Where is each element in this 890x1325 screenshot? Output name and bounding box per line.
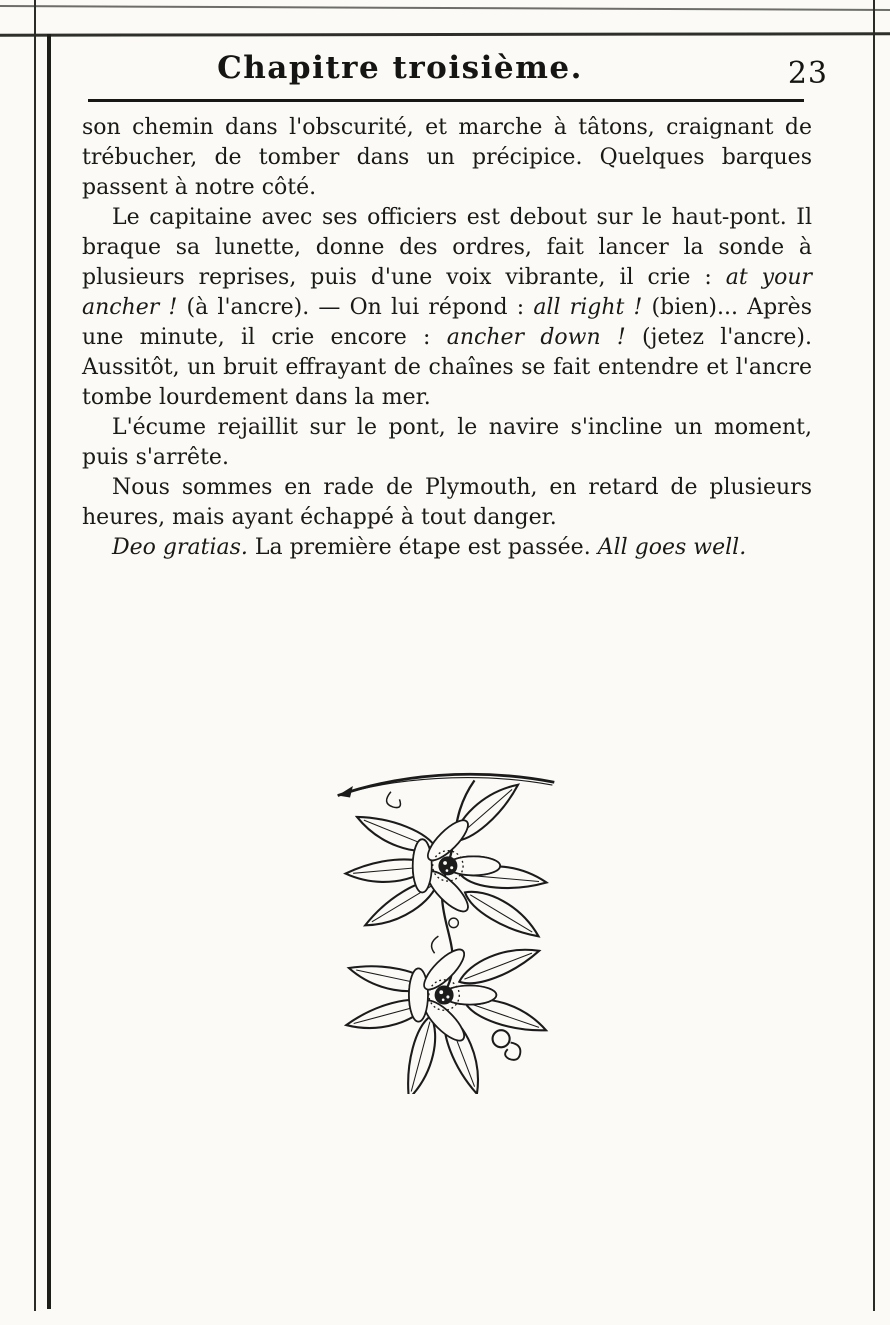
paragraph xyxy=(82,473,812,533)
page-number: 23 xyxy=(787,56,828,91)
paragraph xyxy=(82,203,812,413)
paragraph xyxy=(82,413,812,473)
text-segment-italic: ancher down ! xyxy=(446,325,626,350)
text-segment: (bien)... Après une minute, il crie encore : xyxy=(82,295,812,350)
paragraph xyxy=(82,113,812,203)
page-border-left-outer xyxy=(34,0,36,1311)
text-segment: son chemin dans l'obscurité, et marche à tâtons, craignant de trébucher, de tomber dans un précipice. Quelques barques passent à notre côté. xyxy=(82,115,812,200)
text-segment: L'écume rejaillit sur le pont, le navire s'incline un moment, puis s'arrête. xyxy=(82,415,812,470)
scan-edge-line-top xyxy=(0,5,890,11)
text-segment-italic: all right ! xyxy=(533,295,643,320)
body-text xyxy=(82,113,812,563)
text-segment-italic: at your ancher ! xyxy=(82,265,813,320)
text-segment: (à l'ancre). — On lui répond : xyxy=(177,295,534,320)
text-segment-italic: Deo gratias. xyxy=(112,535,248,560)
text-segment: La première étape est passée. xyxy=(247,535,598,560)
page-border-right xyxy=(873,0,875,1311)
text-segment-italic: All goes well. xyxy=(597,535,747,560)
page-top-rule xyxy=(0,32,890,37)
page-border-left-inner xyxy=(47,34,51,1309)
header-rule xyxy=(88,99,804,102)
floral-engraving-svg xyxy=(332,746,560,1094)
text-segment: Nous sommes en rade de Plymouth, en retard de plusieurs heures, mais ayant échappé à tout danger. xyxy=(82,475,812,530)
text-segment: Le capitaine avec ses officiers est debout sur le haut-pont. Il braque sa lunette, donne des ordres, fait lancer la sonde à plusieurs reprises, puis d'une voix vibrante, il crie : xyxy=(82,205,812,290)
text-segment: (jetez l'ancre). Aussitôt, un bruit effrayant de chaînes se fait entendre et l'ancre tombe lourdement dans la mer. xyxy=(82,325,813,410)
floral-engraving xyxy=(332,746,560,1094)
paragraph xyxy=(82,533,812,563)
chapter-title: Chapitre troisième. xyxy=(217,50,583,86)
chapter-header xyxy=(0,50,890,102)
